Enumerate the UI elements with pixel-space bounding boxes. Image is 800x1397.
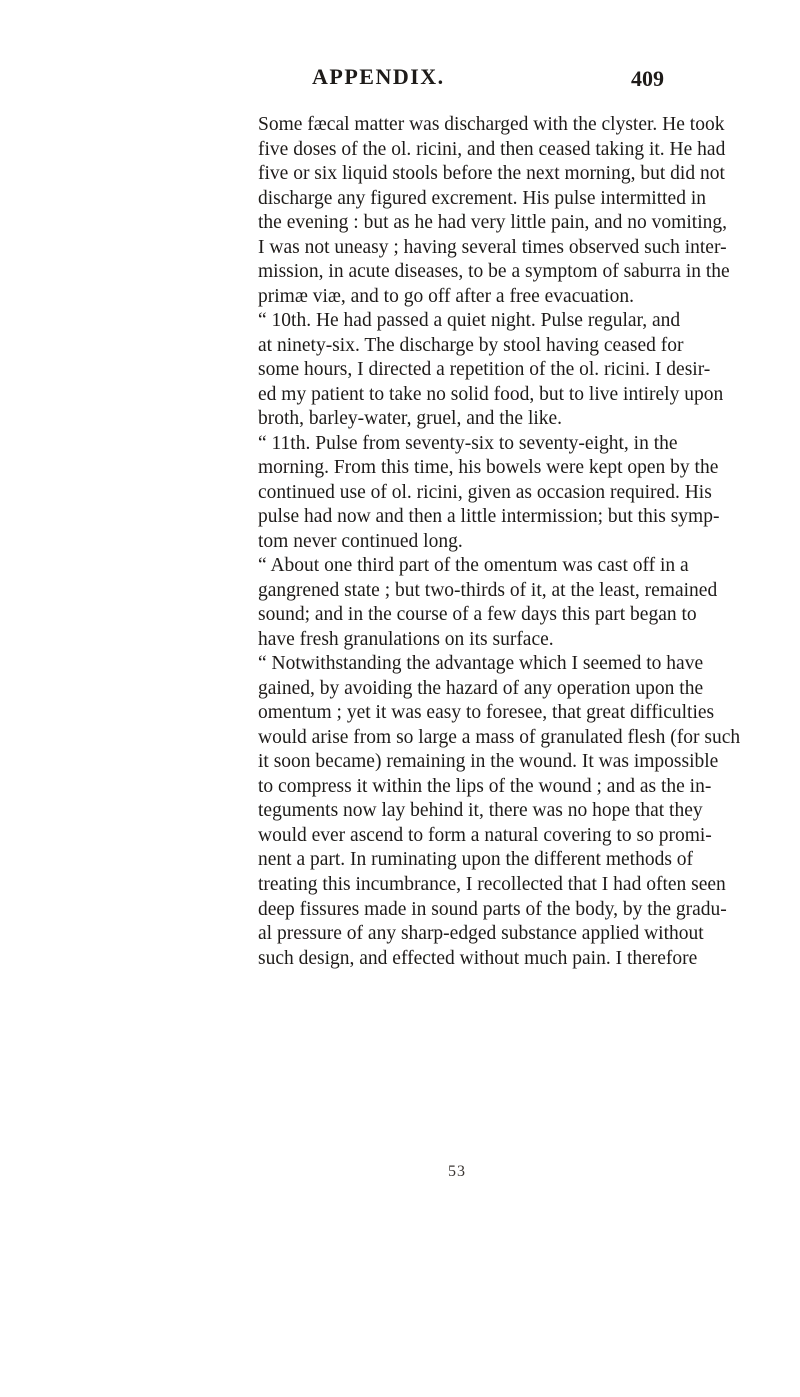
text-line: the evening : but as he had very little pain, and no vomiting,	[258, 212, 727, 234]
text-line: at ninety-six. The discharge by stool having ceased for	[258, 334, 684, 356]
body-text	[258, 113, 741, 971]
text-line: some hours, I directed a repetition of the ol. ricini. I desir-	[258, 359, 711, 381]
text-line: pulse had now and then a little intermission; but this symp-	[258, 506, 720, 528]
text-line: “ 11th. Pulse from seventy-six to seventy-eight, in the	[258, 432, 678, 454]
text-line: teguments now lay behind it, there was no hope that they	[258, 800, 703, 822]
text-line: discharge any figured excrement. His pulse intermitted in	[258, 187, 707, 209]
text-line: broth, barley-water, gruel, and the like.	[258, 408, 563, 430]
text-line: sound; and in the course of a few days this part began to	[258, 604, 697, 626]
text-line: such design, and effected without much pain. I therefore	[258, 947, 698, 969]
text-line: it soon became) remaining in the wound. It was impossible	[258, 751, 719, 773]
text-line: would arise from so large a mass of granulated flesh (for such	[258, 726, 741, 748]
text-line: to compress it within the lips of the wound ; and as the in-	[258, 775, 712, 797]
text-line: continued use of ol. ricini, given as occasion required. His	[258, 481, 712, 503]
text-line: treating this incumbrance, I recollected that I had often seen	[258, 873, 726, 895]
text-line: five doses of the ol. ricini, and then ceased taking it. He had	[258, 138, 726, 160]
text-line: have fresh granulations on its surface.	[258, 628, 554, 650]
page-number: 409	[631, 66, 664, 91]
text-line: mission, in acute diseases, to be a symptom of saburra in the	[258, 261, 730, 283]
text-line: omentum ; yet it was easy to foresee, that great difficulties	[258, 702, 715, 724]
text-line: primæ viæ, and to go off after a free evacuation.	[258, 285, 634, 307]
text-line: nent a part. In ruminating upon the different methods of	[258, 849, 694, 871]
text-line: “ About one third part of the omentum was cast off in a	[258, 555, 689, 577]
page-header	[0, 58, 800, 98]
text-line: “ 10th. He had passed a quiet night. Pulse regular, and	[258, 310, 681, 332]
text-line: five or six liquid stools before the next morning, but did not	[258, 163, 725, 185]
text-line: morning. From this time, his bowels were kept open by the	[258, 457, 719, 479]
running-head: APPENDIX.	[312, 64, 445, 89]
text-line: gained, by avoiding the hazard of any operation upon the	[258, 677, 704, 699]
text-line: I was not uneasy ; having several times observed such inter-	[258, 236, 727, 258]
text-line: al pressure of any sharp-edged substance applied without	[258, 923, 704, 945]
signature-mark: 53	[448, 1163, 466, 1180]
text-line: Some fæcal matter was discharged with the clyster. He took	[258, 114, 725, 135]
text-line: ed my patient to take no solid food, but to live intirely upon	[258, 383, 724, 405]
text-line: “ Notwithstanding the advantage which I seemed to have	[258, 653, 704, 675]
text-line: deep fissures made in sound parts of the body, by the gradu-	[258, 898, 727, 920]
text-line: tom never continued long.	[258, 530, 463, 552]
text-line: gangrened state ; but two-thirds of it, at the least, remained	[258, 579, 718, 601]
text-line: would ever ascend to form a natural covering to so promi-	[258, 824, 712, 846]
